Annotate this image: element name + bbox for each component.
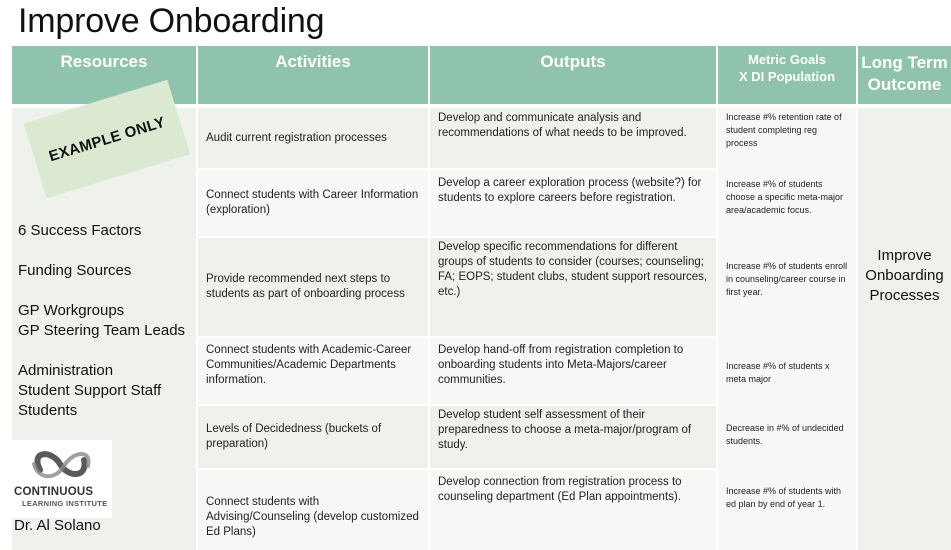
header-lto-line2: Outcome <box>867 75 942 94</box>
header-lto-line1: Long Term <box>861 53 948 72</box>
activity-cell: Audit current registration processes <box>198 108 428 168</box>
metric-cell: Increase #% retention rate of student completing reg process <box>726 111 842 148</box>
stamp-label: EXAMPLE ONLY <box>46 113 168 165</box>
resource-item: Student Support Staff <box>18 382 162 399</box>
metric-cell: Increase #% of students enroll in counseling/career course in first year. <box>726 260 848 297</box>
header-long-term-outcome <box>858 46 951 104</box>
metric-cell: Increase #% of students choose a specific meta-major area/academic focus. <box>726 178 844 215</box>
long-term-outcome: Improve Onboarding Processes <box>865 247 944 304</box>
resource-item: GP Steering Team Leads <box>18 322 186 339</box>
logo-text-sub: LEARNING INSTITUTE <box>22 499 108 508</box>
metric-cell: Increase #% of students x meta major <box>726 361 830 384</box>
activity-cell: Connect students with Advising/Counseling (develop customized Ed Plans) <box>198 470 428 550</box>
resource-item: Funding Sources <box>18 262 132 279</box>
output-cell: Develop student self assessment of their preparedness to choose a meta-major/program of study. <box>430 406 716 468</box>
header-metric-line2: X DI Population <box>738 69 836 84</box>
author-name: Dr. Al Solano <box>14 517 101 534</box>
output-cell: Develop connection from registration process to counseling department (Ed Plan appointments). <box>430 470 716 550</box>
resource-item: 6 Success Factors <box>18 222 142 239</box>
header-resources: Resources <box>12 46 196 104</box>
metric-cell: Increase #% of students with ed plan by end of year 1. <box>726 486 842 509</box>
activity-cell: Provide recommended next steps to students as part of onboarding process <box>198 238 428 336</box>
activity-cell: Connect students with Academic-Career Communities/Academic Departments information. <box>198 338 428 404</box>
output-cell: Develop and communicate analysis and recommendations of what needs to be improved. <box>430 108 716 168</box>
header-metric-goals <box>718 46 856 104</box>
output-cell: Develop hand-off from registration completion to onboarding students into Meta-Majors/career communities. <box>430 338 716 404</box>
resource-item: Students <box>18 402 78 419</box>
activity-cell: Levels of Decidedness (buckets of preparation) <box>198 406 428 468</box>
header-metric-line1: Metric Goals <box>747 52 827 67</box>
activity-cell: Connect students with Career Information (exploration) <box>198 170 428 236</box>
outcome-column <box>858 108 951 550</box>
logo-text-main: CONTINUOUS <box>14 486 94 498</box>
header-outputs: Outputs <box>430 46 716 104</box>
header-activities: Activities <box>198 46 428 104</box>
resource-item: GP Workgroups <box>18 302 125 319</box>
resource-item: Administration <box>18 362 114 379</box>
page-title: Improve Onboarding <box>18 2 325 40</box>
metric-cell: Decrease in #% of undecided students. <box>726 423 844 446</box>
output-cell: Develop a career exploration process (website?) for students to explore careers before registration. <box>430 170 716 236</box>
output-cell: Develop specific recommendations for different groups of students to consider (courses; counseling; FA; EOPS; student clubs, student support resources, etc.) <box>430 238 716 336</box>
